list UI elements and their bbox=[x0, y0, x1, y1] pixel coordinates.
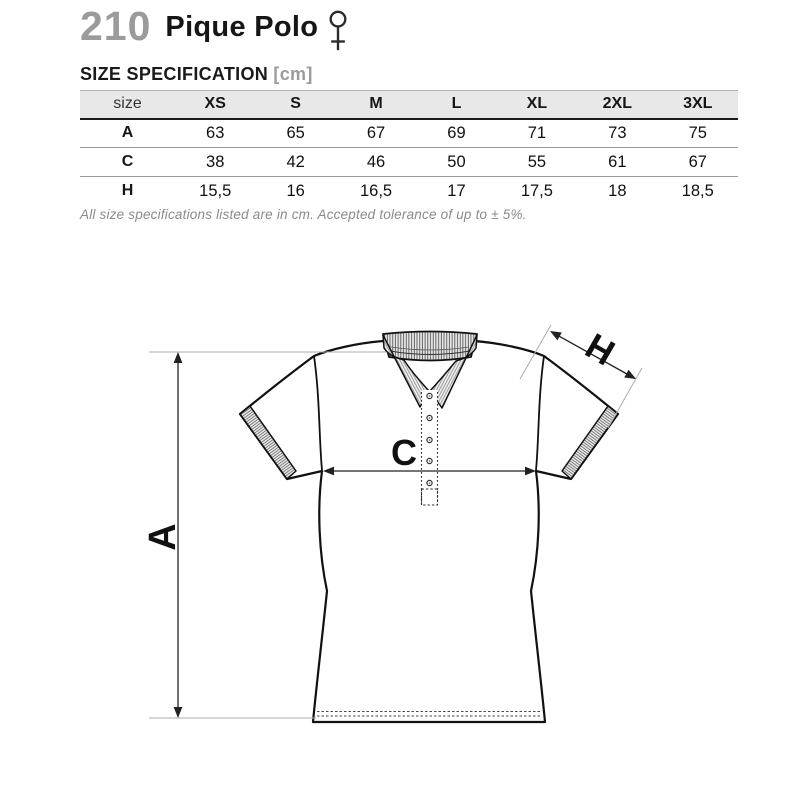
size-value: 50 bbox=[447, 152, 466, 171]
size-value: 15,5 bbox=[199, 181, 232, 200]
size-value: 17,5 bbox=[520, 181, 553, 200]
label-a: A bbox=[142, 523, 184, 551]
col-header-s: S bbox=[290, 95, 301, 113]
size-value: 46 bbox=[366, 152, 386, 171]
size-value: 17 bbox=[447, 181, 466, 200]
label-c: C bbox=[391, 432, 417, 473]
size-value: 73 bbox=[608, 123, 627, 142]
size-value: 61 bbox=[608, 152, 627, 171]
section-title-text: SIZE SPECIFICATION bbox=[80, 64, 269, 84]
col-header-2xl: 2XL bbox=[602, 95, 632, 113]
size-value: 16,5 bbox=[359, 181, 393, 200]
size-value: 16 bbox=[286, 181, 305, 200]
product-name: Pique Polo bbox=[165, 11, 319, 43]
size-value: 75 bbox=[688, 123, 707, 142]
col-header-xs: XS bbox=[204, 95, 226, 113]
size-value: 67 bbox=[366, 123, 386, 142]
size-value: 71 bbox=[527, 123, 547, 142]
size-value: 38 bbox=[206, 152, 225, 171]
tolerance-note: All size specifications listed are in cm. Accepted tolerance of up to ± 5%. bbox=[80, 207, 527, 222]
col-header-3xl: 3XL bbox=[683, 95, 713, 113]
size-value: 69 bbox=[447, 123, 466, 142]
size-value: 42 bbox=[286, 152, 305, 171]
col-header-xl: XL bbox=[526, 95, 548, 113]
col-header-m: M bbox=[369, 95, 383, 113]
size-value: 67 bbox=[688, 152, 707, 171]
row-label-c: C bbox=[121, 153, 134, 170]
size-value: 63 bbox=[206, 123, 225, 142]
size-value: 18 bbox=[608, 181, 627, 200]
row-label-h: H bbox=[121, 182, 134, 200]
size-value: 65 bbox=[286, 123, 305, 142]
row-label-a: A bbox=[121, 124, 134, 142]
product-code: 210 bbox=[80, 3, 152, 49]
size-value: 55 bbox=[527, 152, 547, 171]
label-h: H bbox=[578, 324, 622, 374]
col-header-size: size bbox=[113, 95, 142, 113]
col-header-l: L bbox=[451, 95, 462, 113]
size-value: 18,5 bbox=[681, 181, 714, 200]
section-unit: [cm] bbox=[273, 64, 313, 84]
button-placket bbox=[422, 390, 438, 505]
